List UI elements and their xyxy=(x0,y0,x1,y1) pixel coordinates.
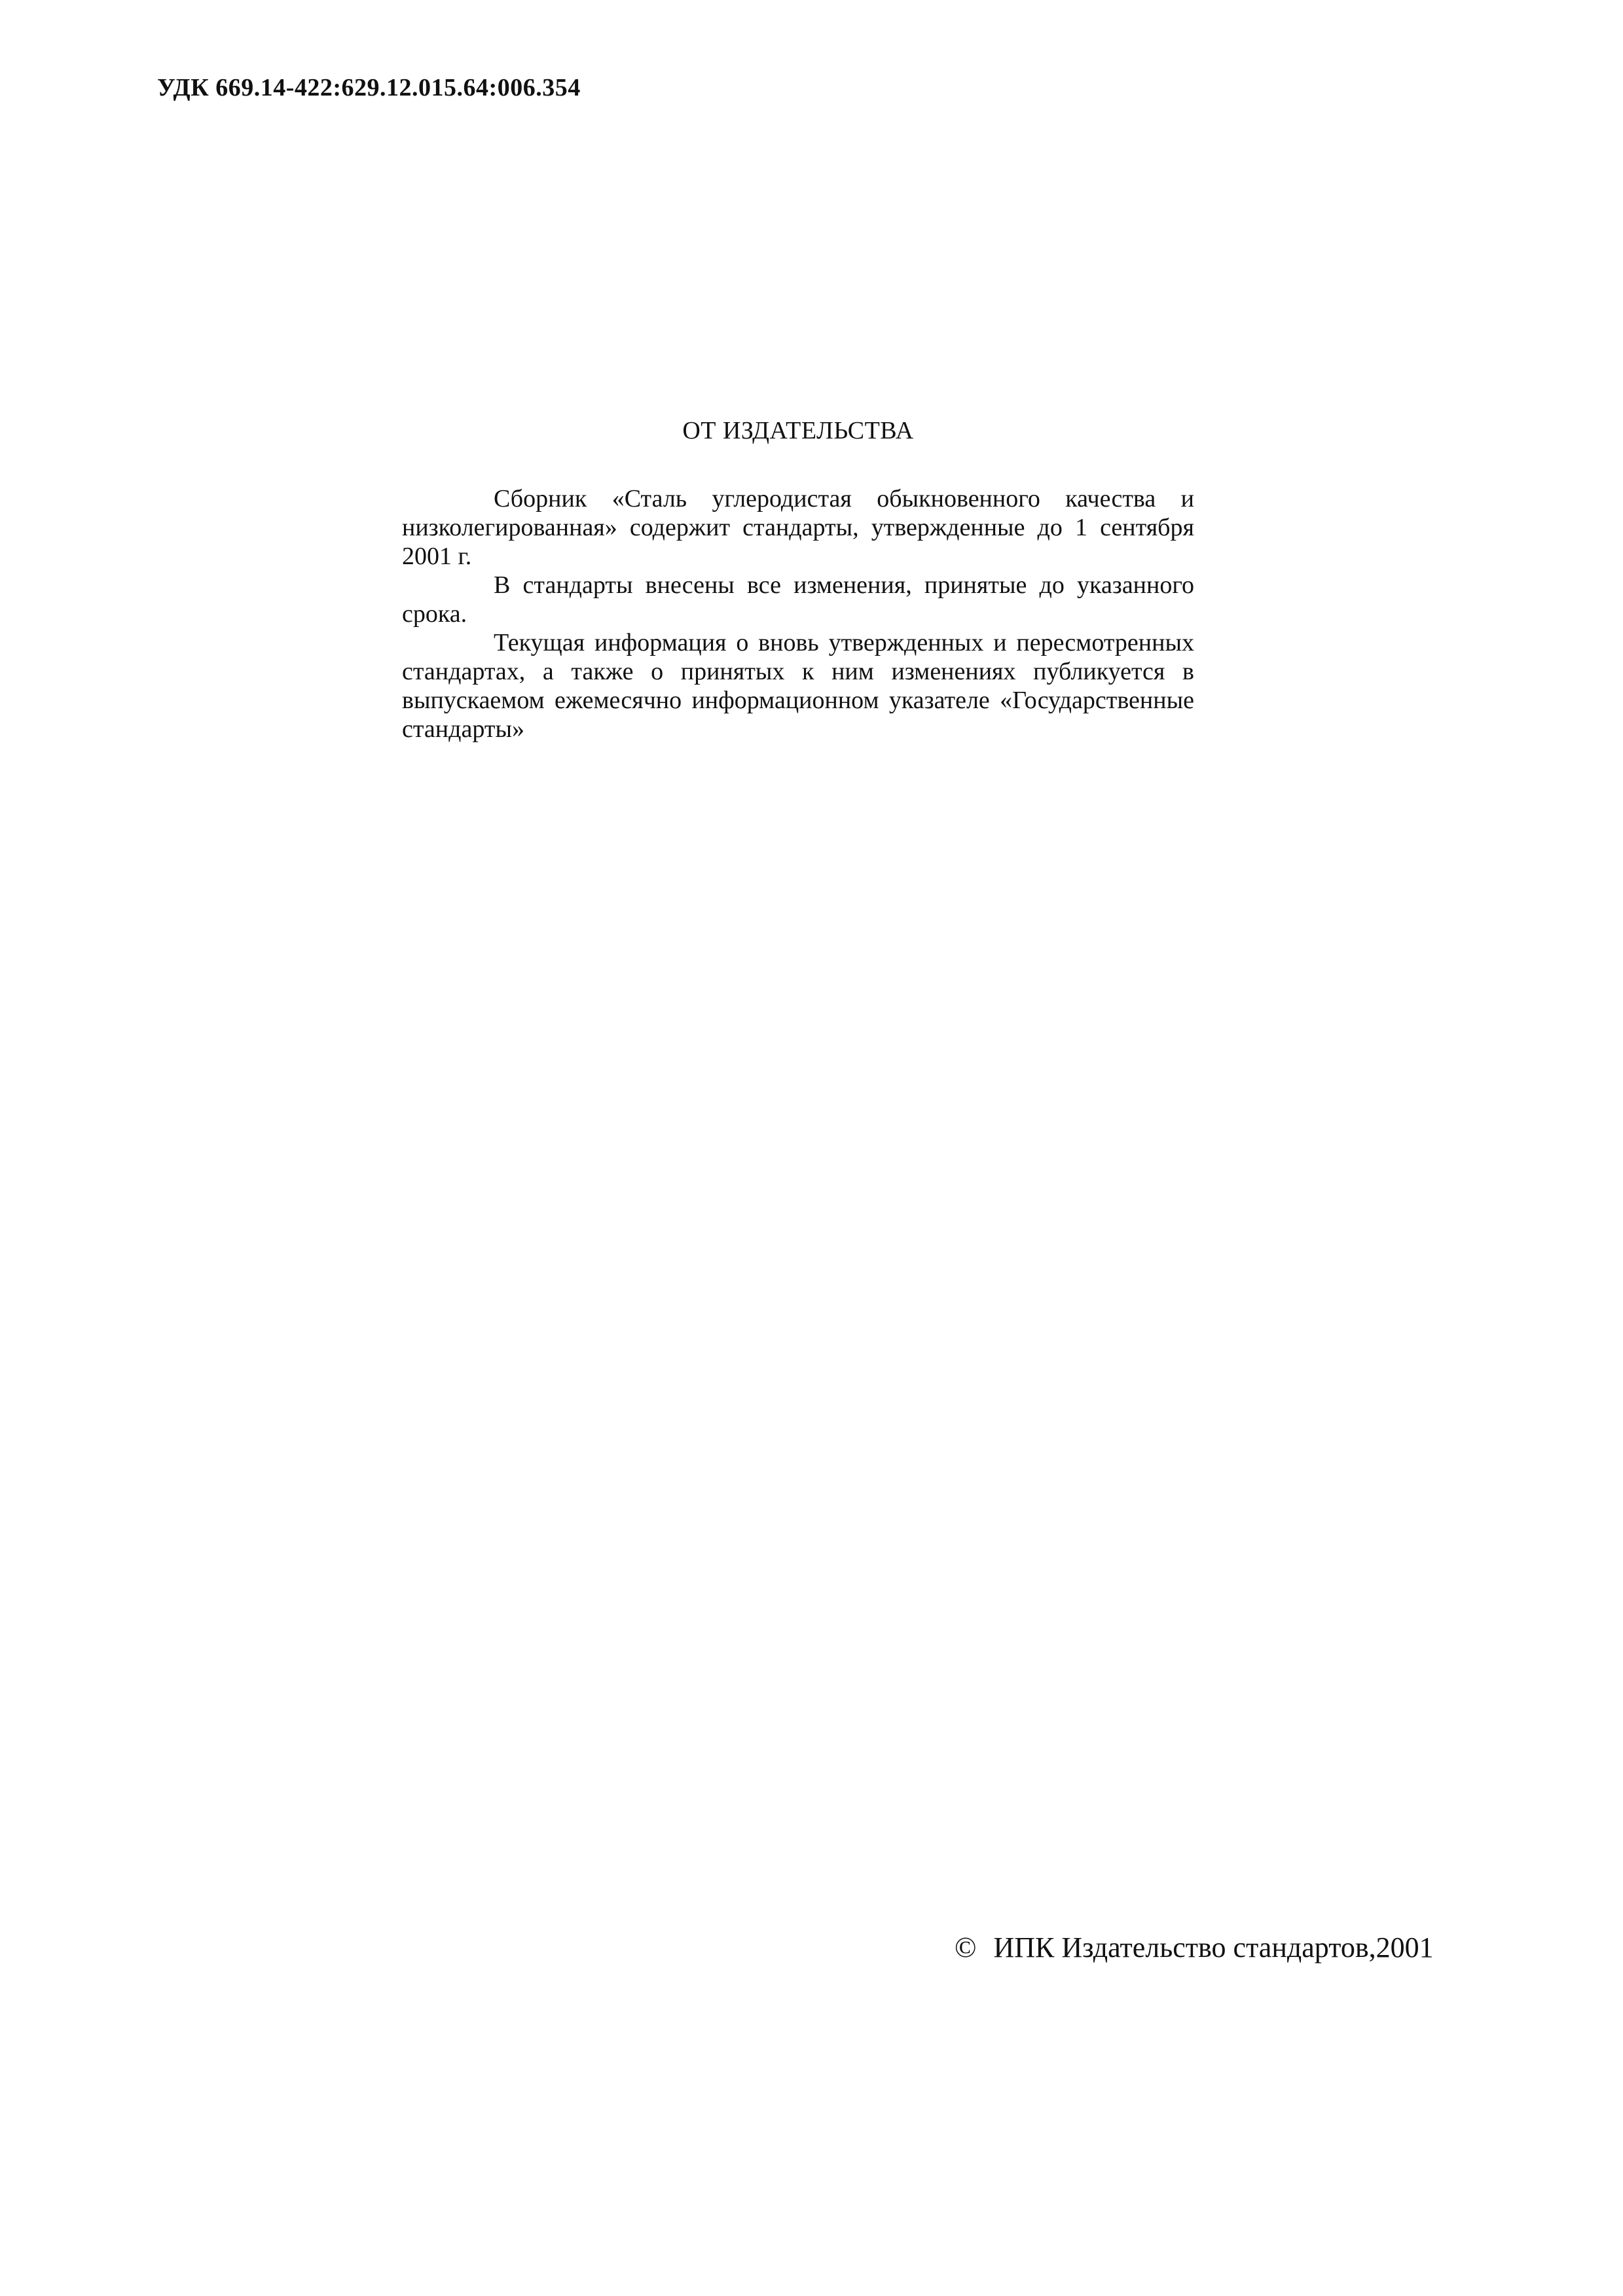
paragraph-information-index: Текущая информация о вновь утвержденных и пересмотренных стандартах, а также о принятых к ним изменениях публикуется в выпускаемом ежемесячно информационном указателе «Государственные стандарты» xyxy=(402,629,1194,743)
publisher-note-heading: ОТ ИЗДАТЕЛЬСТВА xyxy=(682,417,914,444)
copyright-text: ИПК Издательство стандартов,2001 xyxy=(993,1931,1434,1964)
publisher-note xyxy=(402,416,1194,744)
copyright-icon: © xyxy=(955,1931,977,1964)
udk-code: УДК 669.14-422:629.12.015.64:006.354 xyxy=(157,74,581,101)
paragraph-amendments-note: В стандарты внесены все изменения, принятые до указанного срока. xyxy=(402,571,1194,628)
copyright-line xyxy=(955,1931,1434,1964)
paragraph-collection-description: Сборник «Сталь углеродистая обыкновенного качества и низколегированная» содержит стандарты, утвержденные до 1 сентября 2001 г. xyxy=(402,485,1194,570)
